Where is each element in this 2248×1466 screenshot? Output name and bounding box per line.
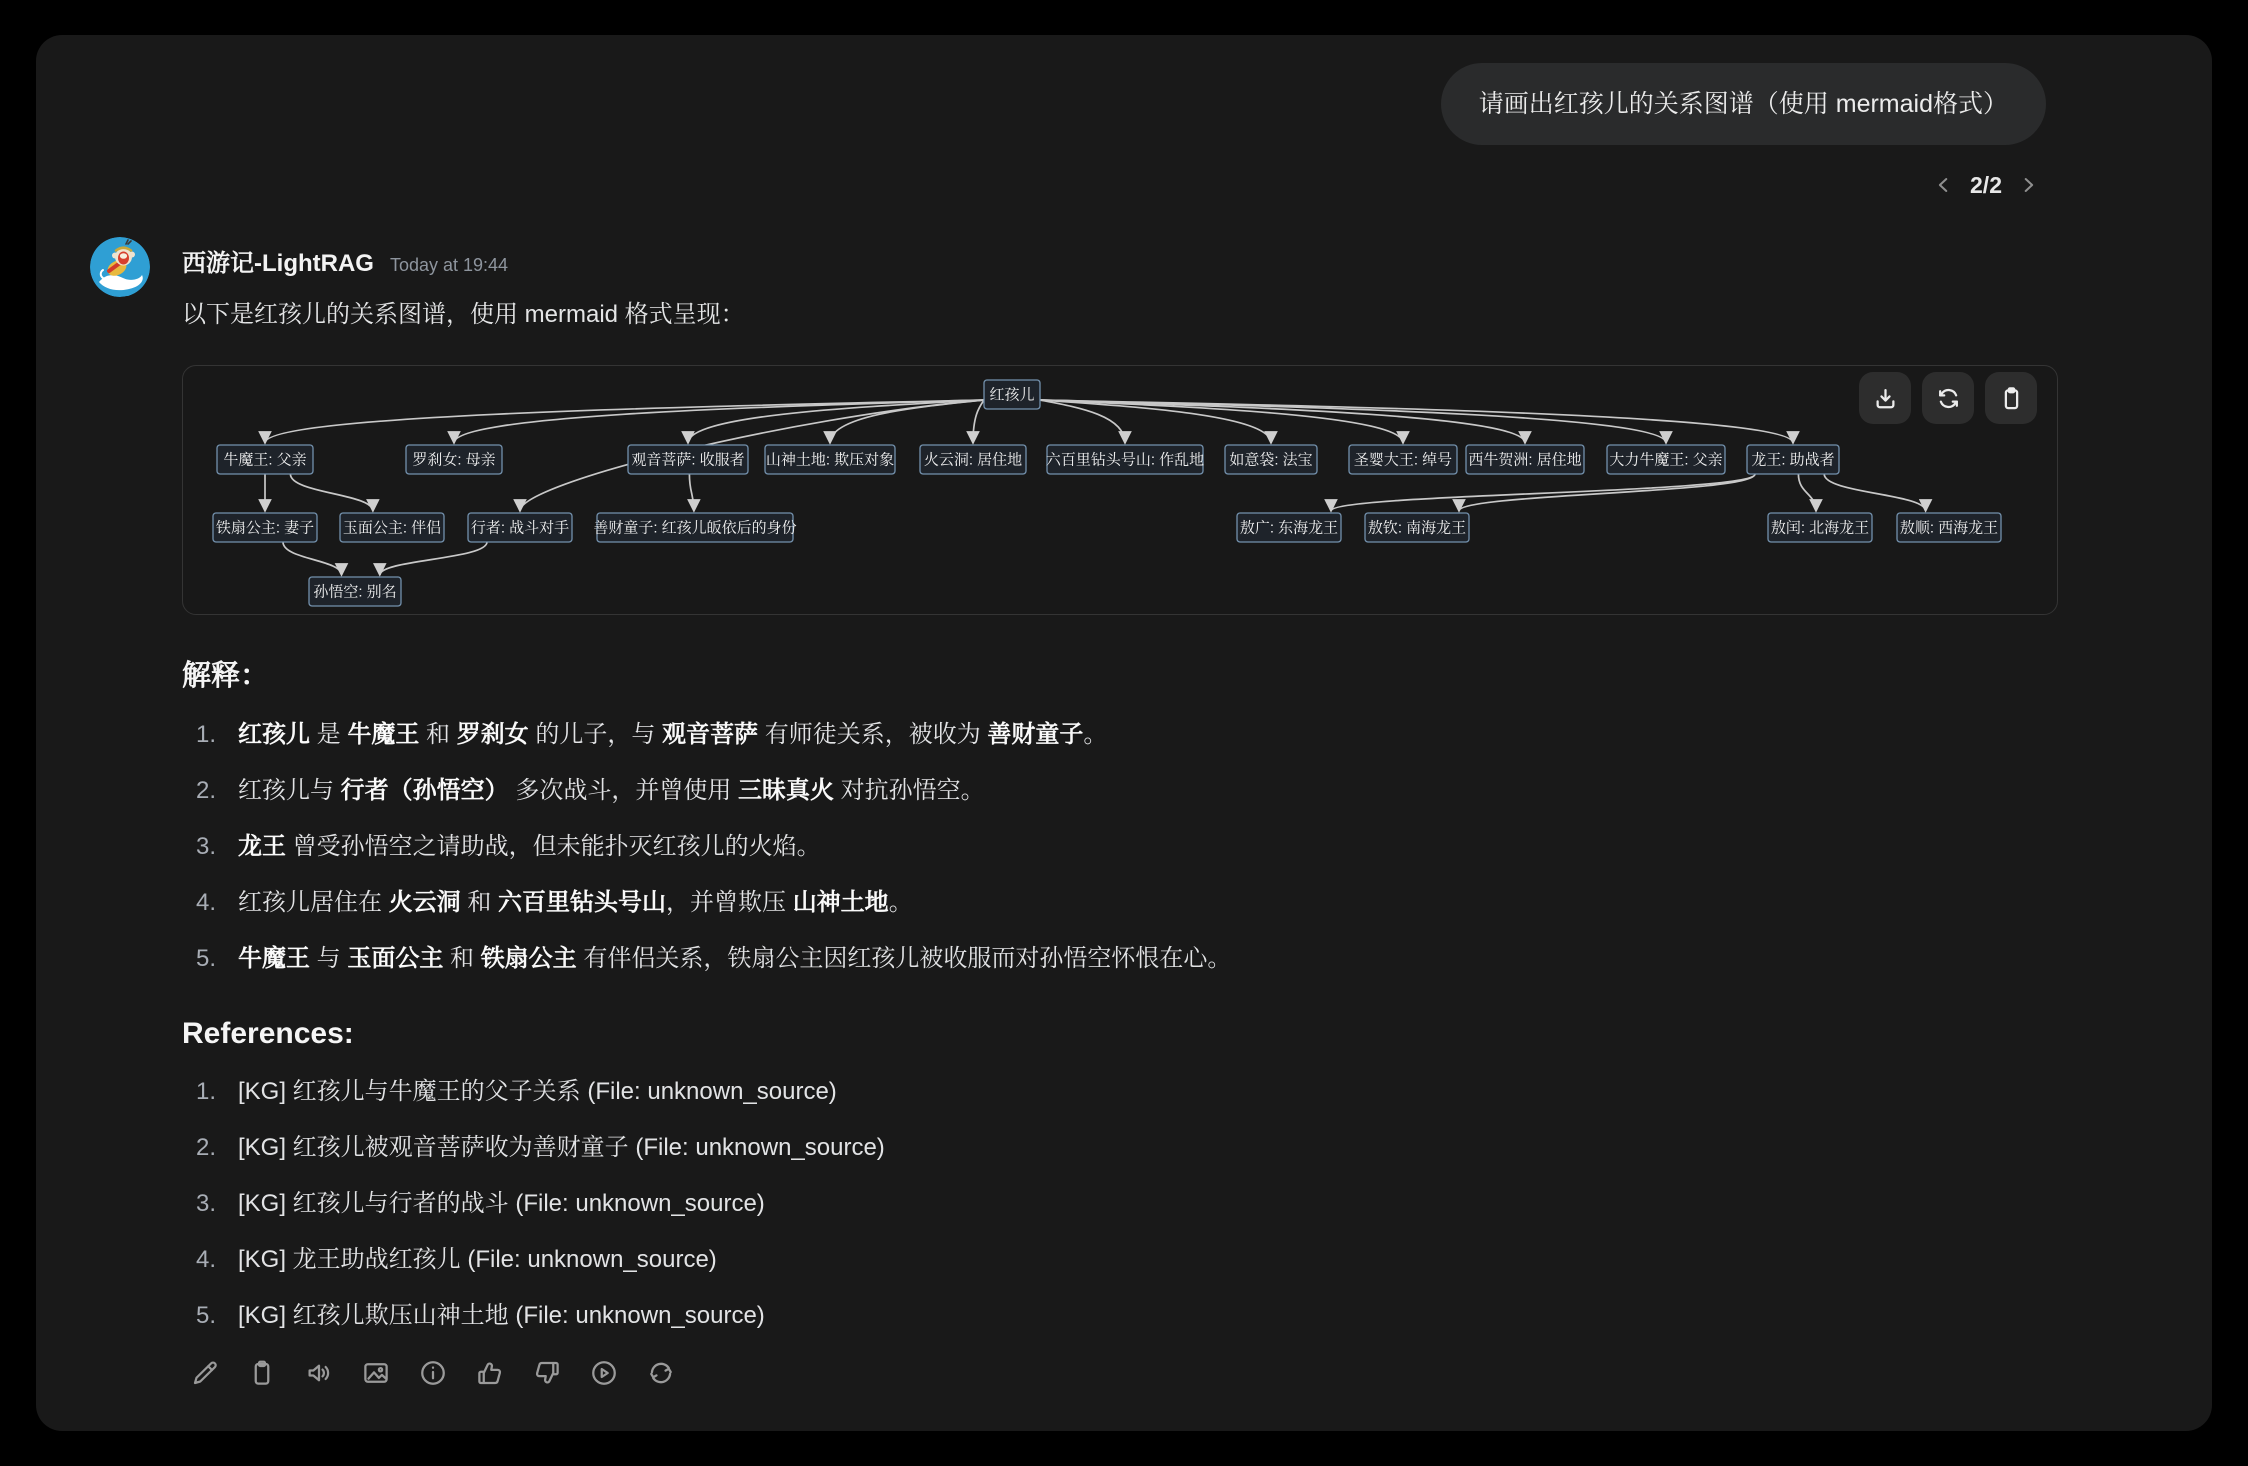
graph-node	[1466, 445, 1584, 474]
thumbs-up-icon	[475, 1358, 505, 1388]
list-number: 3.	[195, 833, 216, 860]
speaker-icon	[304, 1358, 334, 1388]
edit-button[interactable]	[190, 1358, 220, 1388]
svg-text:红孩儿: 红孩儿	[989, 386, 1035, 404]
message-intro-text: 以下是红孩儿的关系图谱，使用 mermaid 格式呈现：	[182, 301, 745, 328]
message-meta	[182, 237, 2059, 278]
svg-text:观音菩萨: 收服者: 观音菩萨: 收服者	[631, 451, 745, 469]
rerender-button[interactable]	[1922, 372, 1974, 424]
svg-text:六百里钻头号山: 作乱地: 六百里钻头号山: 作乱地	[1045, 451, 1205, 469]
svg-text:大力牛魔王: 父亲: 大力牛魔王: 父亲	[1609, 451, 1723, 469]
graph-node	[1897, 513, 2001, 542]
explanation-list	[182, 718, 2059, 975]
user-message-bubble: 请画出红孩儿的关系图谱（使用 mermaid格式）	[1441, 63, 2046, 145]
svg-text:敖闰: 北海龙王: 敖闰: 北海龙王	[1770, 519, 1870, 537]
chevron-left-icon	[1933, 174, 1955, 196]
list-item-text: [KG] 红孩儿欺压山神土地 (File: unknown_source)	[238, 1302, 765, 1329]
graph-edge	[290, 474, 373, 511]
reference-item	[182, 1243, 2059, 1276]
list-number: 1.	[195, 721, 216, 748]
graph-edge	[1459, 474, 1755, 511]
explanation-heading: 解释：	[182, 660, 270, 692]
svg-text:敖顺: 西海龙王: 敖顺: 西海龙王	[1899, 519, 1999, 537]
graph-edge	[973, 400, 984, 443]
svg-text:西牛贺洲: 居住地: 西牛贺洲: 居住地	[1468, 451, 1582, 469]
like-button[interactable]	[475, 1358, 505, 1388]
list-item-text: 红孩儿与 行者（孙悟空） 多次战斗，并曾使用 三昧真火 对抗孙悟空。	[238, 777, 985, 804]
monkey-king-avatar-icon	[90, 237, 150, 297]
svg-text:如意袋: 法宝: 如意袋: 法宝	[1229, 451, 1313, 469]
references-heading: References:	[182, 1017, 354, 1050]
svg-text:玉面公主: 伴侣: 玉面公主: 伴侣	[342, 519, 442, 537]
graph-edge	[1798, 474, 1816, 511]
graph-node	[628, 445, 748, 474]
graph-node	[593, 513, 796, 542]
list-number: 4.	[195, 1246, 216, 1273]
list-number: 4.	[195, 889, 216, 916]
play-circle-icon	[589, 1358, 619, 1388]
graph-node	[765, 445, 895, 474]
copy-code-button[interactable]	[1985, 372, 2037, 424]
list-number: 5.	[195, 1302, 216, 1329]
chevron-right-icon	[2017, 174, 2039, 196]
svg-text:牛魔王: 父亲: 牛魔王: 父亲	[223, 451, 307, 469]
graph-node	[213, 513, 317, 542]
graph-edge	[1331, 474, 1755, 511]
thumbs-down-icon	[532, 1358, 562, 1388]
image-button[interactable]	[361, 1358, 391, 1388]
references-list	[182, 1075, 2059, 1332]
list-item-text: [KG] 红孩儿与牛魔王的父子关系 (File: unknown_source)	[238, 1078, 837, 1105]
svg-text:龙王: 助战者: 龙王: 助战者	[1751, 451, 1835, 469]
dislike-button[interactable]	[532, 1358, 562, 1388]
graph-node	[468, 513, 572, 542]
graph-node	[217, 445, 313, 474]
pencil-icon	[190, 1358, 220, 1388]
graph-node	[1768, 513, 1872, 542]
svg-text:圣婴大王: 绰号: 圣婴大王: 绰号	[1353, 451, 1453, 469]
graph-edge	[1824, 474, 1925, 511]
svg-text:善财童子: 红孩儿皈依后的身份: 善财童子: 红孩儿皈依后的身份	[593, 519, 797, 537]
relationship-graph	[183, 366, 2057, 614]
reference-item	[182, 1299, 2059, 1332]
svg-text:山神土地: 欺压对象: 山神土地: 欺压对象	[765, 451, 895, 469]
user-message-row	[36, 35, 2212, 145]
mermaid-diagram-container	[182, 365, 2058, 615]
list-number: 2.	[195, 777, 216, 804]
graph-node	[1046, 445, 1204, 474]
graph-node	[1365, 513, 1469, 542]
list-number: 3.	[195, 1190, 216, 1217]
svg-text:敖广: 东海龙王: 敖广: 东海龙王	[1239, 519, 1339, 537]
list-number: 2.	[195, 1134, 216, 1161]
graph-edge	[830, 400, 984, 443]
graph-node	[340, 513, 444, 542]
graph-node	[1747, 445, 1839, 474]
pagination-label: 2/2	[1970, 171, 2002, 198]
graph-node	[406, 445, 502, 474]
bot-name: 西游记-LightRAG	[182, 250, 374, 277]
explanation-item	[182, 942, 2059, 975]
list-item-text: [KG] 红孩儿与行者的战斗 (File: unknown_source)	[238, 1190, 765, 1217]
avatar[interactable]	[90, 237, 150, 297]
info-button[interactable]	[418, 1358, 448, 1388]
explanation-item	[182, 774, 2059, 807]
explanation-item	[182, 886, 2059, 919]
copy-button[interactable]	[247, 1358, 277, 1388]
list-item-text: 龙王 曾受孙悟空之请助战，但未能扑灭红孩儿的火焰。	[238, 833, 821, 860]
graph-node	[984, 380, 1040, 409]
reference-item	[182, 1187, 2059, 1220]
list-item-text: [KG] 红孩儿被观音菩萨收为善财童子 (File: unknown_source)	[238, 1134, 885, 1161]
diagram-toolbar	[1859, 372, 2037, 424]
graph-node	[309, 577, 401, 606]
explanation-item	[182, 718, 2059, 751]
graph-edge	[283, 542, 342, 575]
image-icon	[361, 1358, 391, 1388]
refresh-icon	[646, 1358, 676, 1388]
clipboard-icon	[1998, 385, 2025, 412]
read-aloud-button[interactable]	[304, 1358, 334, 1388]
message-content	[182, 237, 2059, 1388]
next-response-button[interactable]	[2016, 173, 2040, 197]
svg-text:孙悟空: 别名: 孙悟空: 别名	[313, 583, 397, 601]
chat-panel	[36, 35, 2212, 1431]
graph-node	[920, 445, 1026, 474]
list-number: 5.	[195, 945, 216, 972]
graph-node	[1225, 445, 1317, 474]
graph-edge	[380, 542, 487, 575]
prev-response-button[interactable]	[1932, 173, 1956, 197]
bot-message	[90, 237, 2212, 1388]
graph-node	[1237, 513, 1341, 542]
svg-text:行者: 战斗对手: 行者: 战斗对手	[470, 519, 570, 537]
svg-text:罗刹女: 母亲: 罗刹女: 母亲	[412, 451, 496, 469]
list-item-text: 牛魔王 与 玉面公主 和 铁扇公主 有伴侣关系，铁扇公主因红孩儿被收服而对孙悟空怀恨在心。	[238, 945, 1232, 972]
svg-text:铁扇公主: 妻子: 铁扇公主: 妻子	[215, 519, 315, 537]
list-item-text: 红孩儿 是 牛魔王 和 罗刹女 的儿子，与 观音菩萨 有师徒关系，被收为 善财童子。	[238, 721, 1108, 748]
list-item-text: 红孩儿居住在 火云洞 和 六百里钻头号山，并曾欺压 山神土地。	[238, 889, 913, 916]
svg-text:敖钦: 南海龙王: 敖钦: 南海龙王	[1367, 519, 1467, 537]
message-timestamp: Today at 19:44	[389, 255, 509, 275]
reference-item	[182, 1131, 2059, 1164]
play-button[interactable]	[589, 1358, 619, 1388]
svg-text:火云洞: 居住地: 火云洞: 居住地	[923, 451, 1023, 469]
graph-node	[1607, 445, 1725, 474]
message-actions	[182, 1358, 2059, 1388]
info-icon	[418, 1358, 448, 1388]
list-item-text: [KG] 龙王助战红孩儿 (File: unknown_source)	[238, 1246, 717, 1273]
reference-item	[182, 1075, 2059, 1108]
regenerate-button[interactable]	[646, 1358, 676, 1388]
download-button[interactable]	[1859, 372, 1911, 424]
response-pagination	[36, 145, 2212, 199]
graph-edge	[689, 474, 694, 511]
sync-icon	[1935, 385, 1962, 412]
graph-node	[1349, 445, 1457, 474]
list-number: 1.	[195, 1078, 216, 1105]
explanation-item	[182, 830, 2059, 863]
graph-edge	[1040, 400, 1793, 443]
clipboard-icon	[247, 1358, 277, 1388]
download-icon	[1872, 385, 1899, 412]
graph-edge	[1040, 400, 1125, 443]
